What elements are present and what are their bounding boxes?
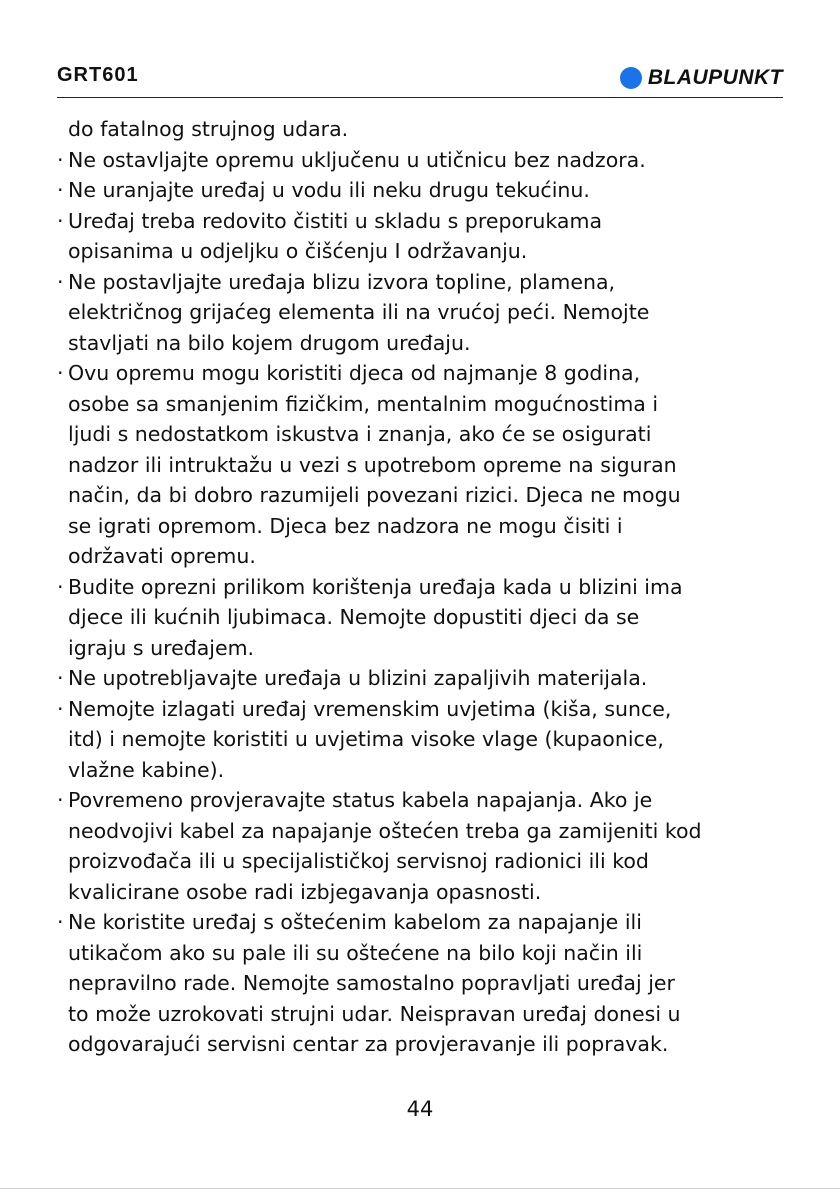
line-text: Uređaj treba redovito čistiti u skladu s preporukama: [68, 208, 603, 233]
text-line: [57, 419, 783, 450]
text-line: [57, 602, 783, 633]
line-text: do fatalnog strujnog udara.: [68, 117, 349, 141]
text-line: [57, 450, 783, 481]
bullet-line: [57, 907, 783, 938]
line-text: Povremeno provjeravajte status kabela napajanja. Ako je: [68, 788, 653, 812]
text-line: [57, 1029, 783, 1060]
header-divider: [57, 97, 783, 98]
bullet-marker: ·: [57, 269, 64, 294]
line-text: Nemojte izlagati uređaj vremenskim uvjetima (kiša, sunce,: [68, 696, 672, 721]
line-text: igraju s uređajem.: [68, 635, 255, 660]
brand-name: BLAUPUNKT: [647, 66, 783, 89]
line-text: djece ili kućnih ljubimaca. Nemojte dopustiti djeci da se: [68, 605, 640, 629]
text-line: [57, 724, 783, 755]
text-line: [57, 297, 783, 328]
line-text: električnog grijaćeg elementa ili na vrućoj peći. Nemojte: [68, 300, 650, 324]
bullet-line: [57, 175, 783, 206]
bottom-divider: [0, 1188, 840, 1189]
text-line: [57, 236, 783, 267]
bullet-marker: ·: [57, 666, 64, 690]
line-text: se igrati opremom. Djeca bez nadzora ne mogu čisiti i: [68, 513, 623, 538]
bullet-line: [57, 267, 783, 298]
line-text: neodvojivi kabel za napajanje oštećen treba ga zamijeniti kod: [68, 818, 702, 843]
line-text: Ne postavljajte uređaja blizu izvora topline, plamena,: [68, 269, 616, 294]
line-text: Ne ostavljajte opremu uključenu u utičnicu bez nadzora.: [68, 147, 646, 172]
bullet-marker: ·: [57, 574, 64, 599]
text-line: [57, 968, 783, 999]
line-text: ljudi s nedostatkom iskustva i znanja, ako će se osigurati: [68, 422, 652, 446]
text-line: [57, 633, 783, 664]
brand-logo: [620, 64, 783, 92]
text-line: [57, 938, 783, 969]
line-text: nepravilno rade. Nemojte samostalno popravljati uređaj jer: [68, 971, 675, 995]
brand-dot-icon: [620, 67, 642, 89]
safety-instructions: [57, 114, 783, 1060]
bullet-marker: ·: [57, 147, 64, 172]
text-line: [57, 816, 783, 847]
text-line: [57, 877, 783, 908]
text-line: [57, 846, 783, 877]
bullet-line: [57, 785, 783, 816]
line-text: Ne upotrebljavajte uređaja u blizini zapaljivih materijala.: [68, 666, 648, 690]
line-text: stavljati na bilo kojem drugom uređaju.: [68, 330, 471, 355]
line-text: opisanima u odjeljku o čišćenju I održavanju.: [68, 239, 528, 263]
bullet-line: [57, 206, 783, 237]
line-text: to može uzrokovati strujni udar. Neispravan uređaj donesi u: [68, 1001, 681, 1026]
line-text: Ne uranjajte uređaj u vodu ili neku drugu tekućinu.: [68, 178, 590, 202]
bullet-line: [57, 145, 783, 176]
line-text: vlažne kabine).: [68, 757, 225, 782]
model-number: GRT601: [57, 64, 139, 86]
bullet-marker: ·: [57, 788, 64, 812]
bullet-marker: ·: [57, 910, 64, 934]
text-line: [57, 511, 783, 542]
line-text: način, da bi dobro razumijeli povezani rizici. Djeca ne mogu: [68, 483, 681, 507]
line-text: Ne koristite uređaj s oštećenim kabelom za napajanje ili: [68, 910, 642, 934]
text-line: [57, 114, 783, 145]
bullet-line: [57, 694, 783, 725]
line-text: Budite oprezni prilikom korištenja uređaja kada u blizini ima: [68, 574, 683, 599]
bullet-line: [57, 572, 783, 603]
bullet-line: [57, 663, 783, 694]
text-line: [57, 755, 783, 786]
bullet-line: [57, 358, 783, 389]
text-line: [57, 541, 783, 572]
bullet-marker: ·: [57, 178, 64, 202]
line-text: osobe sa smanjenim fizičkim, mentalnim mogućnostima i: [68, 391, 659, 416]
line-text: utikačom ako su pale ili su oštećene na bilo koji način ili: [68, 940, 643, 965]
line-text: odgovarajući servisni centar za provjeravanje ili popravak.: [68, 1032, 669, 1056]
bullet-marker: ·: [57, 361, 64, 385]
line-text: Ovu opremu mogu koristiti djeca od najmanje 8 godina,: [68, 361, 641, 385]
page-number: 44: [406, 1097, 434, 1121]
bullet-marker: ·: [57, 696, 64, 721]
line-text: itd) i nemojte koristiti u uvjetima visoke vlage (kupaonice,: [68, 727, 664, 751]
line-text: održavati opremu.: [68, 544, 256, 568]
page-header: [57, 64, 783, 98]
text-line: [57, 328, 783, 359]
bullet-marker: ·: [57, 208, 64, 233]
line-text: kvalicirane osobe radi izbjegavanja opasnosti.: [68, 879, 542, 904]
text-line: [57, 389, 783, 420]
line-text: proizvođača ili u specijalističkoj servisnoj radionici ili kod: [68, 849, 649, 873]
line-text: nadzor ili intruktažu u vezi s upotrebom opreme na siguran: [68, 452, 677, 477]
text-line: [57, 999, 783, 1030]
text-line: [57, 480, 783, 511]
